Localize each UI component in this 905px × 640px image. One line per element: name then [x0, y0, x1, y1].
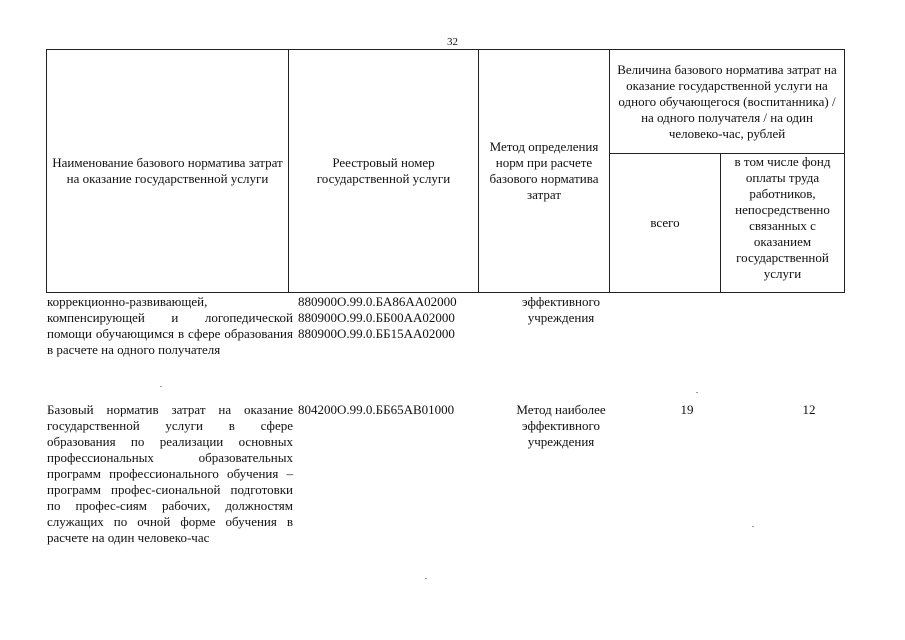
header-total-text: всего [650, 215, 680, 230]
header-name-text: Наименование базового норматива затрат на оказание государственной услуги [52, 155, 283, 186]
row1-name: коррекционно-развивающей, компенсирующей и логопедической помощи обучающимся в сфере образования в расчете на одного получателя [47, 294, 293, 357]
header-method-cell [479, 50, 610, 293]
row1-registry: 880900О.99.0.БА86АА02000 880900О.99.0.ББ00АА02000 880900О.99.0.ББ15АА02000 [298, 294, 457, 341]
scan-speck [425, 578, 427, 579]
scan-speck [752, 526, 754, 527]
header-registry-text: Реестровый номер государственной услуги [316, 155, 451, 186]
row2-total: 19 [680, 402, 694, 417]
row2-name: Базовый норматив затрат на оказание государственной услуги в сфере образования по реализации основных профессиональных образовательных программ профессионального обучения – программ профес-сиональной подготовки по профес-сиям рабочих, должностям служащих по очной форме обучения в расчете на один человеко-час [47, 402, 293, 545]
header-method-text: Метод определения норм при расчете базового норматива затрат [489, 139, 599, 202]
header-registry-cell [289, 50, 479, 293]
row2-incl: 12 [802, 402, 816, 417]
row2-registry: 804200О.99.0.ББ65АВ01000 [298, 402, 455, 417]
row2-method: Метод наиболее эффективного учреждения [516, 402, 606, 449]
header-incl-cell [721, 154, 845, 293]
header-value-group-text: Величина базового норматива затрат на оказание государственной услуги на одного обучающегося (воспитанника) / на одного получателя / на один человеко-час, рублей [617, 61, 837, 141]
header-table [46, 49, 845, 293]
row1-method: эффективного учреждения [522, 294, 600, 325]
scan-speck [160, 386, 162, 387]
header-name-cell [47, 50, 289, 293]
header-incl-text: в том числе фонд оплаты труда работников, непосредственно связанных с оказанием государственной услуги [734, 154, 831, 281]
page-number: 32 [447, 36, 458, 48]
scan-speck [696, 392, 698, 393]
header-total-cell [610, 154, 721, 293]
header-value-group-cell [610, 50, 845, 154]
